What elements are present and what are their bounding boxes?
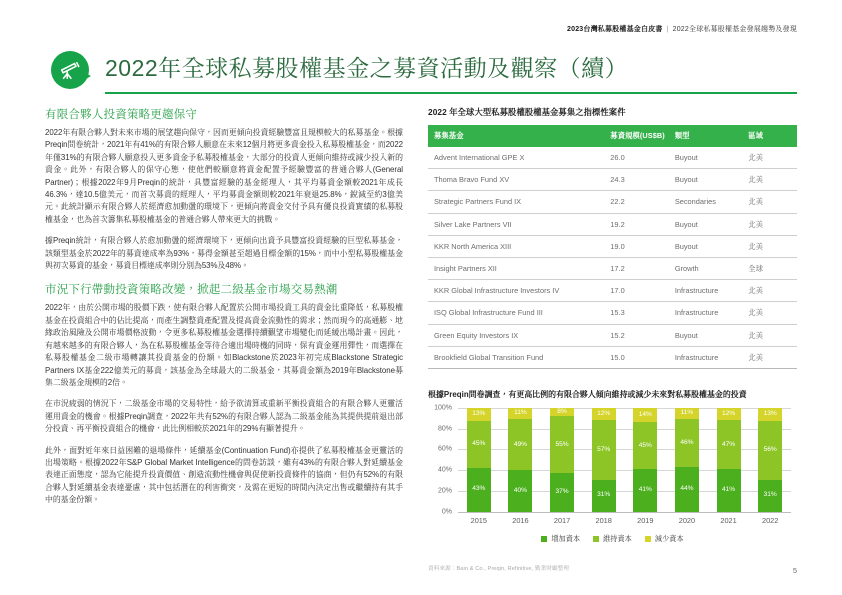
table-cell: 北美 [742, 280, 797, 302]
table-cell: Buyout [669, 147, 742, 169]
section-heading-2: 市況下行帶動投資策略改變，掀起二級基金市場交易熱潮 [45, 284, 338, 297]
deals-table [428, 125, 797, 369]
column-header-type: 類型 [669, 125, 742, 147]
section2-paragraph-3: 此外，面對近年來日益困難的退場條件，延續基金(Continuation Fund)亦提供了私募股權基金更靈活的出場策略。根據2022年S&P Global Market Intelligence的問卷訪談，雖有43%的有限合夥人對延續基金表達正面態度，認為它能提升投資價值、創造流動性機會與促使新投資條件的協商，但仍有52%的有限合夥人對延續基金表達憂慮，其中包括潛在的利害衝突，及需在更短的時間內決定出售或繼續持有其手中的基金份額。 [45, 445, 403, 505]
bar-value-label: 44% [680, 484, 694, 492]
legend-item [593, 534, 632, 544]
table-cell: 北美 [742, 346, 797, 368]
bar-column [633, 408, 657, 512]
running-header-book-title: 2023台灣私募股權基金白皮書 [567, 26, 663, 33]
table-cell: Green Equity Investors IX [428, 324, 604, 346]
table-cell: Infrastructure [669, 346, 742, 368]
table-cell: Infrastructure [669, 280, 742, 302]
bar-segment [717, 420, 741, 469]
table-row [428, 213, 797, 235]
bar-segment [758, 408, 782, 422]
bar-value-label: 13% [472, 410, 486, 418]
table-cell: 17.0 [604, 280, 669, 302]
table-cell: 22.2 [604, 191, 669, 213]
bar-value-label: 41% [721, 486, 736, 494]
legend-label: 維持資本 [603, 533, 632, 543]
bar-segment [550, 473, 574, 511]
bar-column [467, 408, 491, 512]
table-title: 2022 年全球大型私募股權股權基金募集之指標性案件 [428, 107, 626, 117]
x-axis-tick: 2016 [512, 516, 529, 526]
bar-value-label: 57% [597, 445, 611, 453]
table-cell: Advent International GPE X [428, 147, 604, 169]
lp-intentions-chart [428, 404, 797, 528]
table-cell: 15.0 [604, 346, 669, 368]
x-axis-tick: 2019 [637, 516, 654, 526]
table-cell: Buyout [669, 235, 742, 257]
legend-swatch [593, 536, 599, 542]
telescope-badge [51, 51, 91, 91]
bar-value-label: 49% [513, 440, 528, 448]
section1-paragraph-1: 2022年有限合夥人對未來市場的展望趨向保守，因而更傾向投資經驗豐富且規模較大的私募基金。根據Preqin問卷統計，2021年有41%的有限合夥人願意在未來12個月將更多資金投入私募股權基金，而2022年僅31%的有限合夥人願意投入更多資金予私募股權基金，大部分的投資人更傾向維持或減少投入新的資金。此外，有限合夥人的保守心態，使他們較願意將資金配置予經驗豐富的普通合夥人(General Partner)；根據2022年9月Preqin的統計，具豐富經驗的基金經理人，其平均募資金額較2021年成長46.3%，達10.5億美元，而首次募資的經理人，平均募資金額則較2021年衰退25.8%，銳減至約3億美元。此統計顯示有限合夥人於經濟愈加動盪的環境下，更傾向將資金交付予具有優良投資實績的私募股權基金，也為首次籌集私募股權基金的普通合夥人帶來更大的挑戰。 [45, 128, 403, 224]
y-axis-tick: 40% [437, 466, 452, 474]
table-row [428, 235, 797, 257]
bar-segment [675, 467, 699, 512]
bar-column [592, 408, 616, 512]
table-cell: KKR North America XIII [428, 235, 604, 257]
chart-legend [428, 534, 797, 544]
table-row [428, 324, 797, 346]
table-cell: 北美 [742, 302, 797, 324]
bar-value-label: 45% [638, 441, 652, 449]
source-note: 資料來源：Bain & Co., Preqin, Refinitive, 勤業財顧整理 [428, 565, 570, 572]
table-cell: 15.3 [604, 302, 669, 324]
table-cell: Buyout [669, 169, 742, 191]
table-cell: Silver Lake Partners VII [428, 213, 604, 235]
y-axis-tick: 0% [441, 508, 452, 516]
bar-segment [758, 480, 782, 512]
bar-column [675, 408, 699, 512]
table-cell: 北美 [742, 213, 797, 235]
bar-segment [508, 419, 532, 470]
gridline [458, 512, 791, 513]
bar-segment [717, 469, 741, 512]
bar-segment [467, 408, 491, 421]
legend-label: 增加資本 [551, 533, 581, 543]
table-cell: 17.2 [604, 257, 669, 279]
table-row [428, 169, 797, 191]
legend-item [541, 534, 580, 544]
table-cell: 北美 [742, 147, 797, 169]
table-header-row [428, 125, 797, 147]
bar-segment [508, 408, 532, 419]
page-number: 5 [792, 566, 797, 575]
column-header-fund: 募集基金 [428, 125, 604, 147]
table-cell: Thoma Bravo Fund XV [428, 169, 604, 191]
page-title-block [45, 48, 797, 100]
bubble-tail [81, 71, 91, 82]
bar-segment [467, 468, 491, 512]
bar-segment [758, 421, 782, 479]
table-cell: Brookfield Global Transition Fund [428, 346, 604, 368]
bar-value-label: 43% [472, 485, 486, 493]
bar-segment [633, 408, 657, 423]
bar-value-label: 31% [597, 491, 611, 499]
table-cell: Buyout [669, 324, 742, 346]
legend-swatch [645, 536, 651, 542]
bar-segment [675, 419, 699, 466]
table-cell: 北美 [742, 235, 797, 257]
bar-segment [550, 416, 574, 473]
bar-value-label: 37% [555, 488, 569, 496]
bar-value-label: 55% [555, 440, 569, 448]
running-header [567, 24, 797, 34]
section-heading-1: 有限合夥人投資策略更趨保守 [45, 109, 198, 121]
right-column [428, 106, 797, 572]
table-row [428, 302, 797, 324]
bar-value-label: 12% [721, 409, 736, 417]
bar-value-label: 41% [638, 486, 652, 494]
table-head [428, 125, 797, 147]
bar-segment [675, 408, 699, 419]
y-axis-tick: 80% [437, 425, 452, 433]
table-cell: 全球 [742, 257, 797, 279]
table-cell: Insight Partners XII [428, 257, 604, 279]
bar-segment [592, 420, 616, 479]
running-header-chapter: 2022全球私募股權基金發展趨勢及發現 [672, 26, 797, 33]
bar-value-label: 45% [472, 440, 486, 448]
bar-value-label: 11% [680, 409, 694, 417]
bar-value-label: 13% [763, 410, 777, 418]
chart-x-axis [458, 514, 791, 528]
chart-title: 根據Preqin問卷調查，有更高比例的有限合夥人傾向維持或減少未來對私募股權基金的投資 [428, 389, 747, 399]
x-axis-tick: 2017 [553, 516, 571, 526]
legend-item [645, 534, 684, 544]
table-cell: Buyout [669, 213, 742, 235]
title-underline [105, 92, 797, 94]
bar-segment [467, 421, 491, 467]
table-row [428, 346, 797, 368]
bar-segment [508, 470, 532, 512]
bar-value-label: 12% [597, 409, 611, 417]
table-cell: Growth [669, 257, 742, 279]
bar-column [508, 408, 532, 512]
table-cell: 北美 [742, 324, 797, 346]
bar-value-label: 31% [763, 491, 777, 499]
table-row [428, 191, 797, 213]
table-row [428, 280, 797, 302]
bar-value-label: 47% [721, 440, 736, 448]
legend-label: 減少資本 [654, 533, 684, 543]
bar-column [758, 408, 782, 512]
bar-segment [550, 408, 574, 416]
bar-value-label: 8% [557, 407, 567, 415]
table-cell: KKR Global Infrastructure Investors IV [428, 280, 604, 302]
x-axis-tick: 2022 [761, 516, 779, 526]
table-cell: 北美 [742, 169, 797, 191]
chart-y-axis [428, 404, 455, 516]
table-cell: 24.3 [604, 169, 669, 191]
x-axis-tick: 2018 [595, 516, 612, 526]
section1-paragraph-2: 據Preqin統計，有限合夥人於愈加動盪的經濟環境下，更傾向出資予具豐富投資經驗的巨型私募基金，該類型基金於2022年的募資達成率為93%，募得金額甚至超過目標金額的15%，而中小型私募股權基金與初次募資的基金，募資目標達成率則分別為53%及48%。 [45, 236, 403, 271]
x-axis-tick: 2021 [720, 516, 737, 526]
bar-segment [717, 408, 741, 420]
left-column [45, 106, 403, 516]
table-cell: ISQ Global Infrastructure Fund III [428, 302, 604, 324]
y-axis-tick: 60% [437, 445, 452, 453]
table-cell: Secondaries [669, 191, 742, 213]
table-row [428, 257, 797, 279]
bar-segment [633, 422, 657, 469]
bar-value-label: 56% [763, 446, 777, 454]
bar-segment [633, 469, 657, 512]
telescope-icon [59, 59, 81, 81]
chart-plot-area [458, 408, 791, 512]
bar-segment [592, 480, 616, 512]
column-header-size: 募資規模(US$B) [604, 125, 669, 147]
section2-paragraph-2: 在市況疲弱的情況下，二級基金市場的交易特性，給予欲清算或重新平衡投資組合的有限合夥人更靈活運用資金的機會。根據Preqin調查，2022年共有52%的有限合夥人認為二級基金能為其提供提前退出部分投資、再平衡投資組合的機會，此比例相較於2021年的29%有顯著提升。 [45, 399, 403, 434]
bar-column [717, 408, 741, 512]
chart-bars [458, 408, 791, 512]
table-cell: Strategic Partners Fund IX [428, 191, 604, 213]
table-cell: 15.2 [604, 324, 669, 346]
table-cell: 北美 [742, 191, 797, 213]
table-cell: 26.0 [604, 147, 669, 169]
section2-paragraph-1: 2022年，由於公開市場的股價下跌，使有限合夥人配置於公開市場投資工具的資金比重降低，私募股權基金在投資組合中的佔比提高，而產生調整資產配置及提高資金流動性的需求；然而現今的高通膨、地緣政治風險及公開市場價格波動，令更多私募股權基金選擇持續觀望市場變化而延緩出場計畫。因此，有越來越多的有限合夥人，為在私募股權基金等待合適出場時機的同時，保有資金運用彈性，而選擇在私募股權基金二級市場轉讓其投資基金的份額。如Blackstone於2023年初完成Blackstone Strategic Partners IX基金222億美元的募資，該基金為全球最大的二級基金，其募資金額為2019年Blackstone募集二級基金規模的2倍。 [45, 303, 403, 387]
y-axis-tick: 100% [434, 404, 452, 412]
legend-swatch [541, 536, 547, 542]
page-title: 2022年全球私募股權基金之募資活動及觀察（續） [105, 55, 629, 81]
y-axis-tick: 20% [437, 487, 452, 495]
table-body [428, 147, 797, 368]
table-row [428, 147, 797, 169]
table-cell: 19.2 [604, 213, 669, 235]
bar-value-label: 14% [638, 410, 652, 418]
running-header-separator: | [666, 26, 669, 33]
bar-segment [592, 408, 616, 420]
table-cell: 19.0 [604, 235, 669, 257]
bar-column [550, 408, 574, 512]
x-axis-tick: 2020 [678, 516, 696, 526]
table-cell: Infrastructure [669, 302, 742, 324]
bar-value-label: 46% [680, 438, 694, 446]
column-header-region: 區域 [742, 125, 797, 147]
x-axis-tick: 2015 [470, 516, 488, 526]
bar-value-label: 11% [514, 409, 527, 417]
bar-value-label: 40% [513, 486, 528, 494]
